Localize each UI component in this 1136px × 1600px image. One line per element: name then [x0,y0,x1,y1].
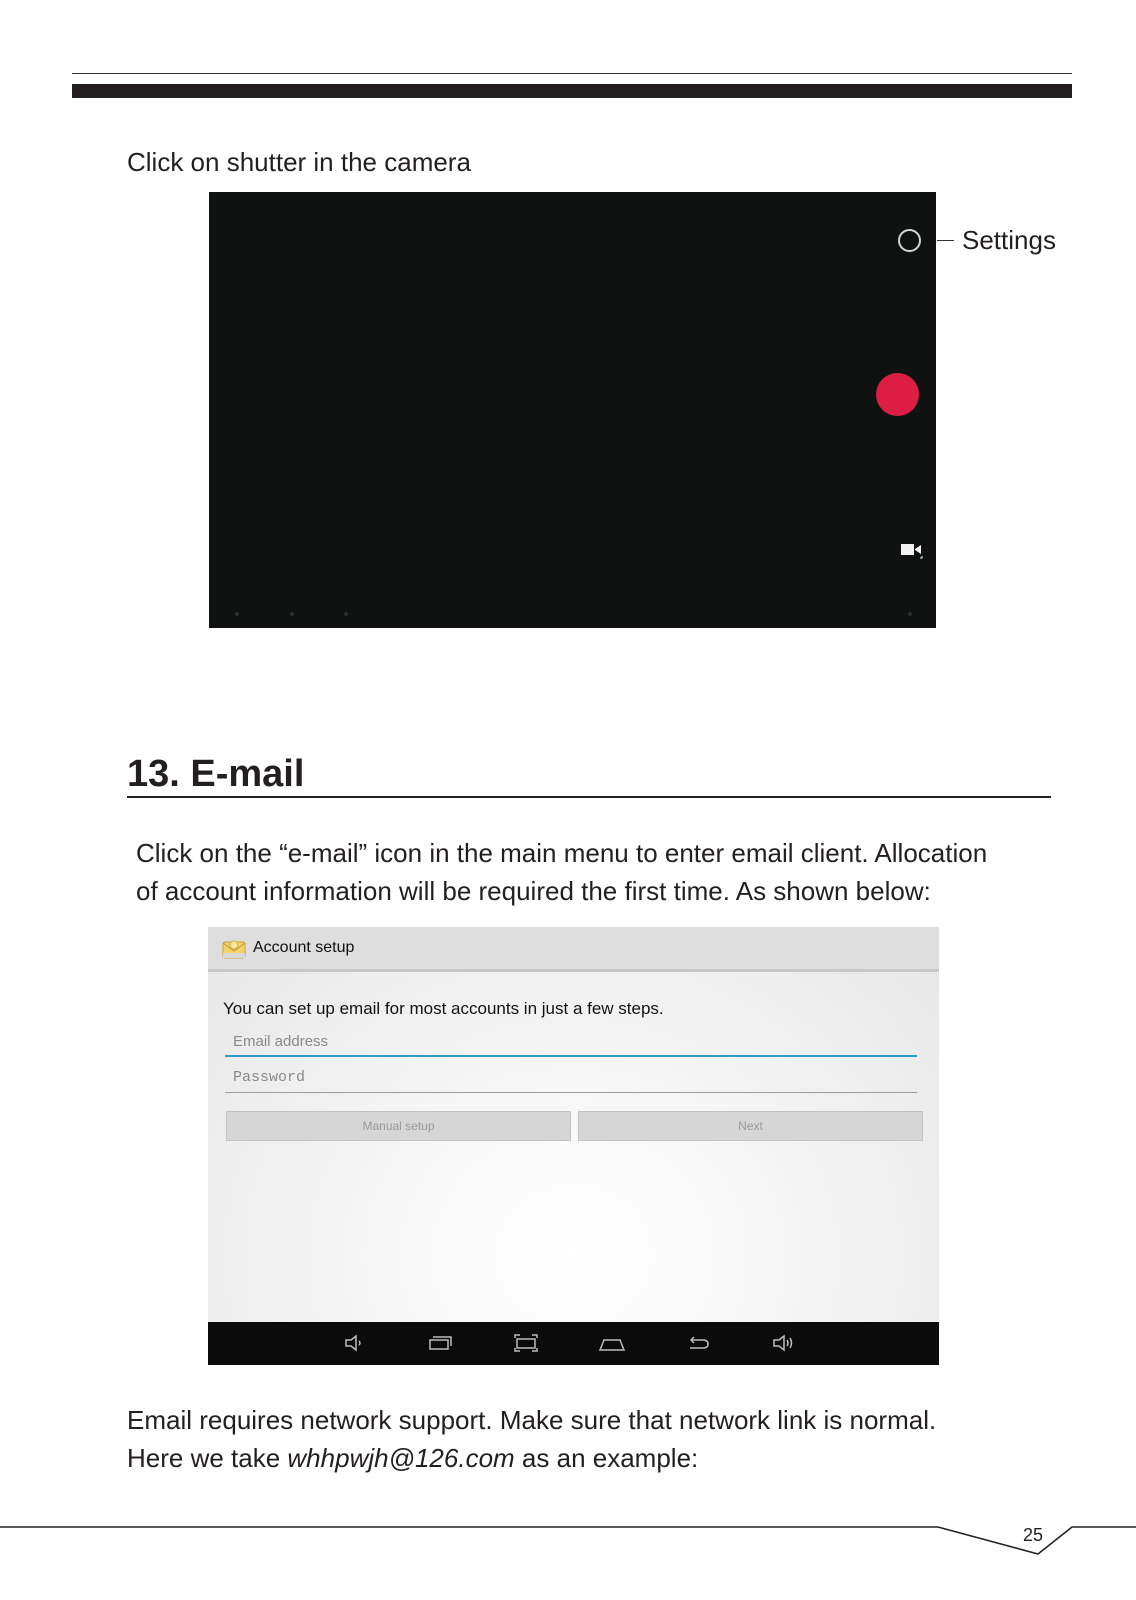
footer-rule [0,1526,1136,1556]
volume-down-icon[interactable] [342,1332,368,1354]
header-thick-bar [72,84,1072,98]
action-bar-title: Account setup [253,939,355,956]
example-email-address: whhpwjh@126.com [287,1443,515,1473]
outro-text-end: as an example: [514,1443,699,1473]
action-bar [208,927,939,972]
email-intro-line-1: Click on the “e-mail” icon in the main menu to enter email client. Allocation [136,838,988,868]
manual-setup-button[interactable]: Manual setup [226,1111,571,1141]
screenshot-icon[interactable] [513,1332,539,1354]
email-setup-screenshot [208,927,939,1365]
email-address-input[interactable] [225,1027,917,1057]
settings-callout-line [937,240,954,241]
volume-up-icon[interactable] [771,1332,797,1354]
camera-instruction: Click on shutter in the camera [127,147,471,177]
section-heading: 13. E-mail [127,753,305,795]
camera-screenshot [209,192,936,628]
camera-indicator-dot [235,612,239,616]
back-icon[interactable] [685,1332,711,1354]
email-outro-line-2 [127,1439,698,1477]
password-input[interactable] [225,1063,917,1093]
home-icon[interactable] [599,1332,625,1354]
setup-instruction: You can set up email for most accounts in just a few steps. [223,999,664,1018]
email-outro-line-1: Email requires network support. Make sure that network link is normal. [127,1405,937,1435]
settings-icon[interactable] [898,229,921,252]
email-app-icon [222,938,246,960]
camera-indicator-dot [908,612,912,616]
camera-indicator-dot [344,612,348,616]
system-navigation-bar [208,1322,939,1365]
video-camera-icon[interactable] [900,541,924,561]
outro-text-start: Here we take [127,1443,288,1473]
recent-apps-icon[interactable] [427,1332,453,1354]
email-intro-line-2: of account information will be required the first time. As shown below: [136,876,931,906]
camera-indicator-dot [290,612,294,616]
header-thin-rule [72,73,1072,74]
heading-underline [127,796,1051,798]
page-number: 25 [1023,1525,1044,1545]
settings-callout-label: Settings [962,225,1056,255]
next-button[interactable]: Next [578,1111,923,1141]
shutter-button[interactable] [876,373,919,416]
